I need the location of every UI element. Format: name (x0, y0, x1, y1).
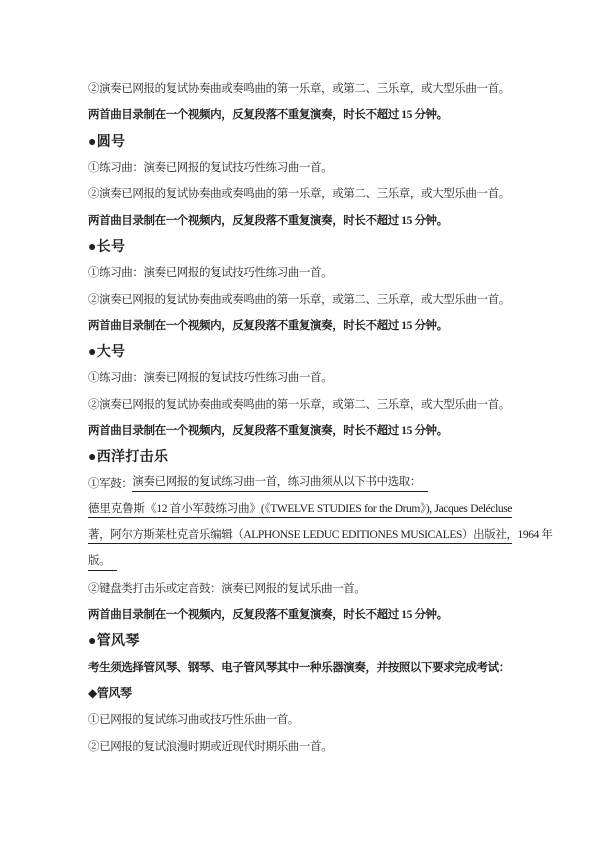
trombone-item-1: ①练习曲：演奏已网报的复试技巧性练习曲一首。 (88, 267, 333, 280)
section-heading-french-horn: ●圆号 (88, 134, 126, 150)
section-heading-tuba: ●大号 (88, 345, 126, 361)
section-heading-western-percussion: ●西洋打击乐 (88, 450, 169, 466)
percussion-item-1-underlined-text: 演奏已网报的复试练习曲一首，练习曲须从以下书中选取： (132, 473, 428, 492)
book-reference-text-1: 德里克鲁斯《12 首小军鼓练习曲》(《TWELVE STUDIES for the Drum》), Jacques Delécluse (88, 500, 512, 519)
organ-item-2: ②已网报的复试浪漫时期或近现代时期乐曲一首。 (88, 740, 333, 753)
horn-item-1: ①练习曲：演奏已网报的复试技巧性练习曲一首。 (88, 162, 333, 175)
horn-item-2: ②演奏已网报的复试协奏曲或奏鸣曲的第一乐章，或第二、三乐章，或大型乐曲一首。 (88, 188, 510, 201)
percussion-item-1-label: ①军鼓： (88, 477, 133, 490)
tuba-recording-note: 两首曲目录制在一个视频内，反复段落不重复演奏，时长不超过 15 分钟。 (88, 425, 448, 437)
tuba-item-2: ②演奏已网报的复试协奏曲或奏鸣曲的第一乐章，或第二、三乐章，或大型乐曲一首。 (88, 398, 510, 411)
section-heading-organ: ●管风琴 (88, 634, 140, 650)
intro-item-2: ②演奏已网报的复试协奏曲或奏鸣曲的第一乐章，或第二、三乐章，或大型乐曲一首。 (88, 83, 510, 96)
trombone-item-2: ②演奏已网报的复试协奏曲或奏鸣曲的第一乐章，或第二、三乐章，或大型乐曲一首。 (88, 293, 510, 306)
book-reference-text-3: 版。 (88, 552, 117, 571)
book-reference-text-2: 著，阿尔方斯莱杜克音乐编辑（ALPHONSE LEDUC EDITIONES MUSICALES）出版社，1964 年 (88, 526, 512, 545)
percussion-book-reference-line-3 (88, 548, 512, 574)
percussion-recording-note: 两首曲目录制在一个视频内，反复段落不重复演奏，时长不超过 15 分钟。 (88, 609, 448, 622)
section-heading-trombone: ●长号 (88, 239, 126, 255)
organ-subheading-pipe-organ: ◆管风琴 (88, 686, 132, 701)
organ-item-1: ①已网报的复试练习曲或技巧性乐曲一首。 (88, 714, 299, 727)
tuba-item-1: ①练习曲：演奏已网报的复试技巧性练习曲一首。 (88, 372, 333, 385)
trombone-recording-note: 两首曲目录制在一个视频内，反复段落不重复演奏，时长不超过 15 分钟。 (88, 319, 448, 332)
percussion-item-2: ②键盘类打击乐或定音鼓：演奏已网报的复试乐曲一首。 (88, 582, 366, 595)
intro-recording-note: 两首曲目录制在一个视频内，反复段落不重复演奏，时长不超过 15 分钟。 (88, 109, 448, 122)
horn-recording-note: 两首曲目录制在一个视频内，反复段落不重复演奏，时长不超过 15 分钟。 (88, 214, 448, 227)
percussion-book-reference-line-1 (88, 496, 512, 522)
percussion-item-1 (88, 469, 512, 495)
organ-instruction: 考生须选择管风琴、钢琴、电子管风琴其中一种乐器演奏，并按照以下要求完成考试： (88, 661, 510, 674)
percussion-book-reference-line-2 (88, 522, 553, 548)
